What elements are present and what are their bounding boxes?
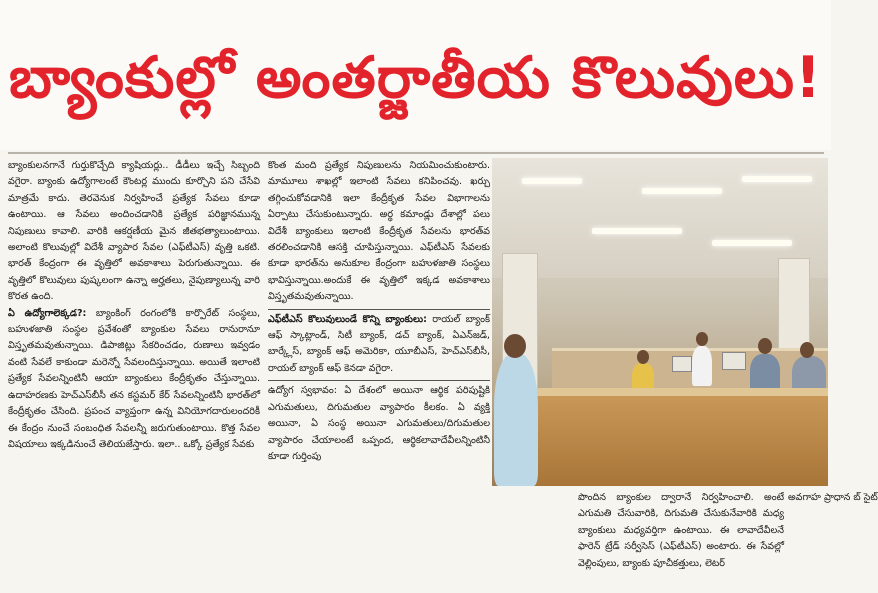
monitor <box>672 356 692 372</box>
article-column-3 <box>578 490 784 586</box>
person-head <box>637 350 649 364</box>
col2-banks-list: రాయల్ బ్యాంక్ ఆఫ్ స్కాట్లాండ్, సిటీ బ్యాంక్, డచ్ బ్యాంక్, ఏఎన్‌జడ్, బార్క్లేస్, బ్యాంక్ ఆఫ్ అమెరికా, యూబీఎస్, హెచ్‌ఎస్‌బీసీ, రాయల్ బ్యాంక్ ఆఫ్ కెనడా వగైరా. <box>268 313 490 374</box>
article-column-1 <box>8 158 260 590</box>
person <box>692 346 712 386</box>
person-head <box>800 342 814 358</box>
col2-paragraph-1: కొంత మంది ప్రత్యేక నిపుణులను నియమించుకుంటారు. మామూలు శాఖల్లో ఇలాంటి సేవలు కనిపించవు. ఖర్చు తగ్గించుకోవడానికి ఇలా కేంద్రీకృత సేవల విభాగాలను ఏర్పాటు చేసుకుంటున్నారు. అర్థ కమాండ్లు దేశాల్లో పలు విదేశీ బ్యాంకులు ఇలాంటి కేంద్రీకృత సేవలను భారత్‌వ తరలించడానికి ఆసక్తి చూపిస్తున్నాయి. ఎఫ్‌టీఎస్ సేవలకు కూడా భారత్‌ను అనుకూల కేంద్రంగా బహుళజాతి సంస్థలు భావిస్తున్నాయి.అందుకే ఈ వృత్తిలో ఇక్కడ అవకాశాలు విస్తృతమవుతున్నాయి. <box>268 160 490 303</box>
headline-rule <box>8 152 824 154</box>
col2-separator <box>268 309 490 310</box>
monitor <box>722 352 746 370</box>
bank-office-photo <box>492 158 828 486</box>
col3-paragraph: పొందిన బ్యాంకుల ద్వారానే నిర్వహించాలి. అంటే ఎగుమతి చేసువారికి, దిగుమతి చేసుకునేవారికి మధ్య బ్యాంకులు మధ్యవర్తిగా ఉంటాయి. ఈ లావాదేవీలనే ఫారెన్ ట్రేడ్ సర్వీసెస్ (ఎఫ్‌టీఎస్) అంటారు. ఈ సేవల్లో వెల్లింపులు, బ్యాంకు పూచీకత్తులు, లెటర్ <box>578 492 784 569</box>
ceiling-light <box>522 178 582 184</box>
person-head <box>758 338 772 354</box>
ceiling-light <box>592 228 682 234</box>
col2-paragraph-2: ఉద్యోగ స్వభావం: ఏ దేశంలో అయినా ఆర్థిక పరిపుష్టికి ఎగుమతులు, దిగుమతుల వ్యాపారం కీలకం. ఏ వ్యక్తి అయినా, ఏ సంస్థ అయినా ఎగుమతులు/దిగుమతుల వ్యాపారం చేయాలంటే ఒప్పంద, ఆర్థికలావాదేవీలన్నింటినీ కూడా గుర్తింపు <box>268 385 490 462</box>
counter <box>532 396 828 486</box>
article-column-2 <box>268 158 490 590</box>
person-standing <box>494 354 538 486</box>
col1-paragraph-1: బ్యాంకులనగానే గుర్తుకొచ్చేది క్యాషియర్లు.. డీడీలు ఇచ్చే సిబ్బంది వగైరా. బ్యాంకు ఉద్యోగాలంటే కౌంటర్ల ముందు కూర్చొని పని చేసేవి మాత్రమే కాదు. తెరవెనుక నిర్వహించే ప్రత్యేక సేవలు కూడా ఉంటాయి. ఆ సేవలు అందించడానికి ప్రత్యేక పరిజ్ఞానమున్న నిపుణులు కావాలి. వారికి ఆకర్షణీయ మైన జీతభత్యాలుంటాయి. అలాంటి కొలువుల్లో విదేశీ వ్యాపార సేవల (ఎఫ్‌టీఎస్) వృత్తి ఒకటి. భారత్ కేంద్రంగా ఈ వృత్తిలో అవకాశాలు పెరుగుతున్నాయి. ఈ వృత్తిలో కొలువులు పుష్కలంగా ఉన్నా అర్హతలు, నైపుణ్యాలున్న వారి కొరత ఉంది. <box>8 160 260 303</box>
col2-subhead: ఎఫ్‌టీఎస్ కొలువులుండే కొన్ని బ్యాంకులు: <box>268 313 427 325</box>
ceiling-light <box>712 240 792 246</box>
headline: బ్యాంకుల్లో అంతర్జాతీయ కొలువులు! <box>9 45 822 111</box>
article-column-4 <box>788 490 878 586</box>
col1-subhead: ఏ ఉద్యోగాలెక్కడ?: <box>8 307 87 319</box>
ceiling-light <box>742 176 812 182</box>
col1-paragraph-2-text: బ్యాంకింగ్ రంగంలోకి కార్పొరేట్ సంస్థలు, బహుళజాతి సంస్థల ప్రవేశంతో బ్యాంకుల సేవలు రానురానూ విస్తృతమవుతున్నాయి. డిపాజిట్లు సేకరించడం, రుణాలు ఇవ్వడం వంటి సేవలే కాకుండా మరెన్నో సేవలందిస్తున్నాయి. అయితే ఇలాంటి ప్రత్యేక సేవలన్నింటినీ ఆయా బ్యాంకులు కేంద్రీకృతం చేస్తున్నాయి. ఉదాహరణకు హెచ్ఎస్‌బీసీ తన కస్టమర్ కేర్ సేవలన్నింటినీ భారత్‌లో కేంద్రీకృతం చేసింది. ప్రపంచ వ్యాప్తంగా ఉన్న వినియోగదారులందరికీ ఈ కేంద్రం నుంచే సంబంధిత సేవలన్నీ జరుగుతుంటాయి. కొత్త సేవల విషయాలు ఇక్కడినుంచే తెలియజేస్తారు. ఇలా.. ఒక్కో ప్రత్యేక సేవకు <box>8 307 260 450</box>
col2-separator-2 <box>268 380 490 381</box>
col2-banks-paragraph <box>268 312 490 378</box>
ceiling-light <box>642 188 722 194</box>
person-head <box>696 332 708 346</box>
person-head <box>504 334 526 358</box>
col4-fragment: అవగాహ ప్రాధాన బ్ సైట్ <box>788 492 878 503</box>
col1-paragraph-2 <box>8 306 260 454</box>
